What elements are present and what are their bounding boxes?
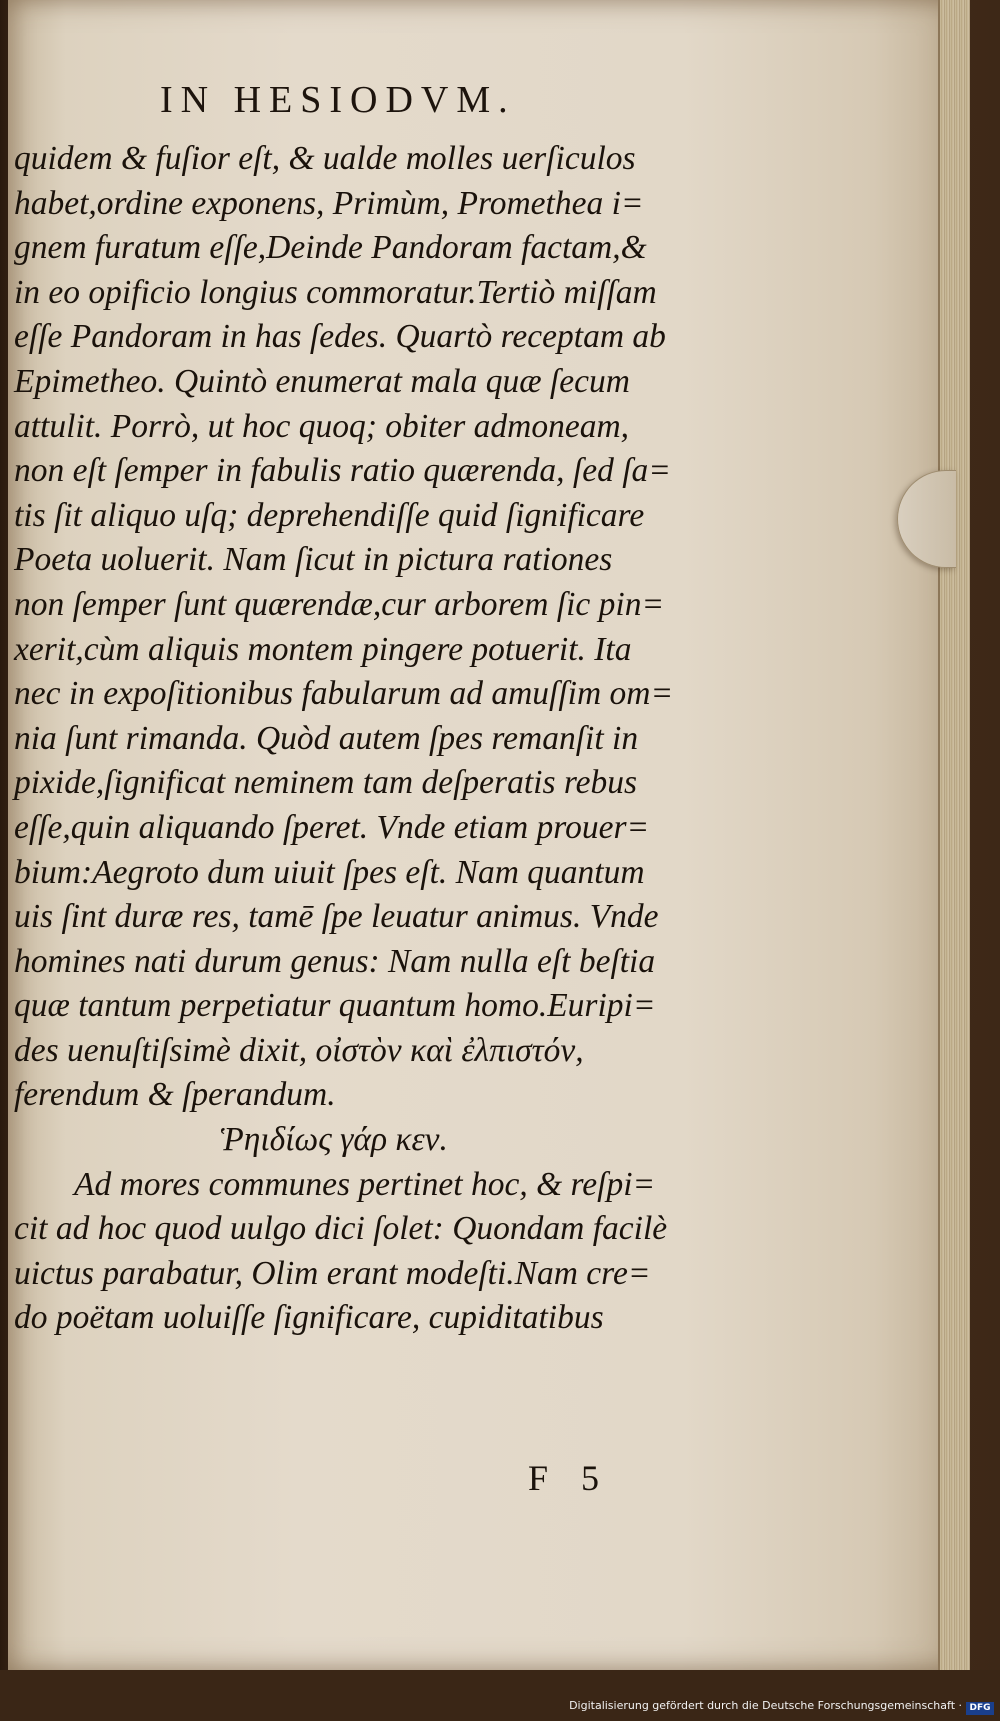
- text-line: homines nati durum genus: Nam nulla eſt beſtia: [14, 942, 656, 980]
- text-line: eſſe,quin aliquando ſperet. Vnde etiam prouer=: [14, 808, 650, 846]
- signature-mark: F 5: [528, 1458, 612, 1498]
- funding-credit: Digitalisierung gefördert durch die Deutsche Forschungsgemeinschaft ·: [569, 1699, 962, 1712]
- text-line: Ad mores communes pertinet hoc, & reſpi=: [74, 1165, 656, 1203]
- text-line: nia ſunt rimanda. Quòd autem ſpes remanſit in: [14, 719, 639, 757]
- text-line: nec in expoſitionibus fabularum ad amuſſim om=: [14, 675, 674, 713]
- text-line: non eſt ſemper in fabulis ratio quærenda, ſed ſa=: [14, 452, 671, 490]
- text-line: eſſe Pandoram in has ſedes. Quartò receptam ab: [14, 318, 666, 356]
- text-line: cit ad hoc quod uulgo dici ſolet: Quondam facilè: [14, 1210, 668, 1248]
- text-line: tis ſit aliquo uſq; deprehendiſſe quid ſignificare: [14, 496, 645, 534]
- page-tab: [897, 470, 956, 568]
- running-head: IN HESIODVM.: [160, 79, 516, 121]
- text-line: des uenuſtiſsimè dixit, οἰστὸν καὶ ἐλπιστόν,: [14, 1031, 584, 1069]
- text-line: quidem & fuſior eſt, & ualde molles uerſiculos: [14, 140, 636, 177]
- text-line: Epimetheo. Quintò enumerat mala quæ ſecum: [14, 362, 630, 400]
- text-line: uictus parabatur, Olim erant modeſti.Nam cre=: [14, 1254, 651, 1292]
- page-edges: [938, 0, 970, 1670]
- body-text: [14, 137, 734, 1341]
- text-line: uis ſint duræ res, tamē ſpe leuatur animus. Vnde: [14, 898, 659, 936]
- text-line: bium:Aegroto dum uiuit ſpes eſt. Nam quantum: [14, 853, 645, 891]
- text-line: pixide,ſignificat neminem tam deſperatis rebus: [14, 764, 638, 802]
- footer-bar: [0, 1670, 1000, 1721]
- text-line: habet,ordine exponens, Primùm, Promethea i=: [14, 184, 644, 222]
- text-line: xerit,cùm aliquis montem pingere potuerit. Ita: [14, 630, 632, 668]
- greek-lemma: Ῥηιδίως γάρ κεν.: [220, 1121, 448, 1159]
- text-line: in eo opificio longius commoratur.Tertiò miſſam: [14, 273, 657, 311]
- text-line: gnem furatum eſſe,Deinde Pandoram factam,&: [14, 229, 647, 267]
- text-line: do poëtam uoluiſſe ſignificare, cupiditatibus: [14, 1299, 604, 1337]
- text-line: Poeta uoluerit. Nam ſicut in pictura rationes: [14, 541, 613, 579]
- text-line: ferendum & ſperandum.: [14, 1076, 336, 1114]
- text-line: non ſemper ſunt quærendæ,cur arborem ſic pin=: [14, 585, 665, 623]
- text-line: attulit. Porrò, ut hoc quoq; obiter admoneam,: [14, 407, 630, 445]
- dfg-logo-icon: DFG: [966, 1702, 994, 1715]
- text-line: quæ tantum perpetiatur quantum homo.Euripi=: [14, 987, 656, 1025]
